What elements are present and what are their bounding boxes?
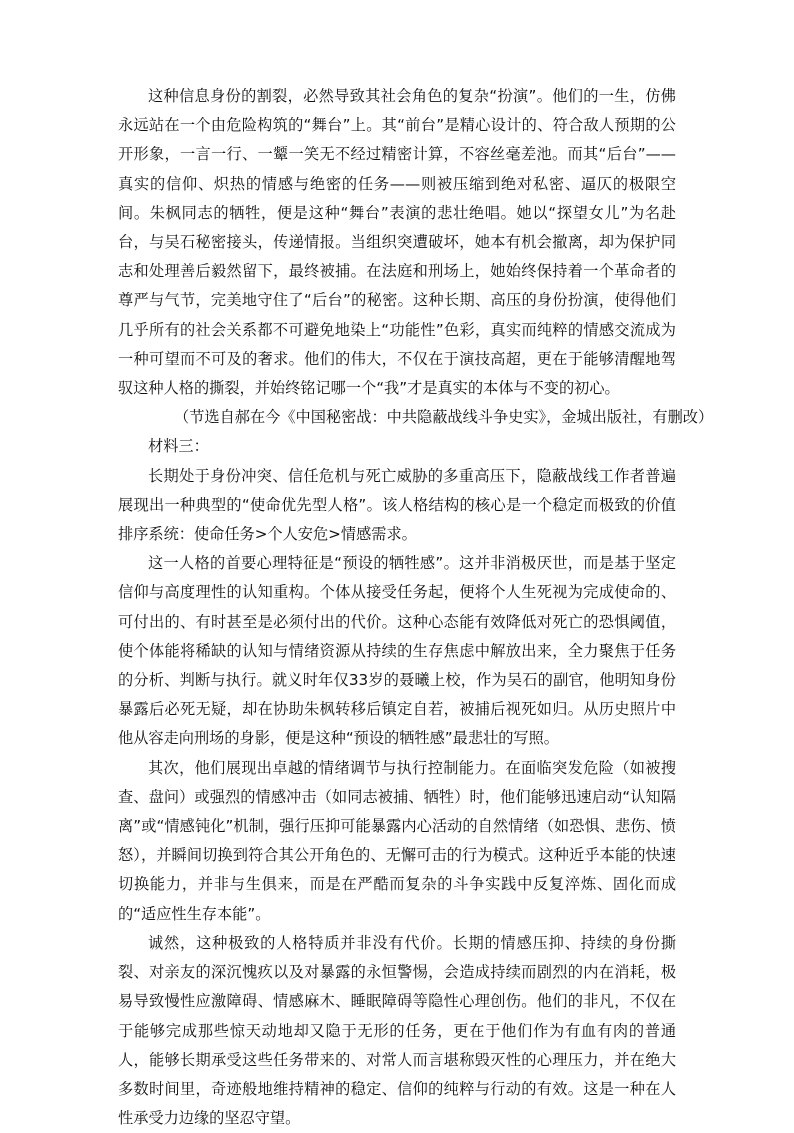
- paragraph-emotion-regulation: 其次，他们展现出卓越的情绪调节与执行控制能力。在面临突发危险（如被搜查、盘问）或强烈的情感冲击（如同志被捕、牺牲）时，他们能够迅速启动“认知隔离”或“情感钝化”机制，强行压抑可能暴露内心活动的自然情绪（如恐惧、悲伤、愤怒），并瞬间切换到符合其公开角色的、无懈可击的行为模式。这种近乎本能的快速切换能力，并非与生俱来，而是在严酷而复杂的斗争实践中反复淬炼、固化而成的“适应性生存本能”。: [118, 758, 676, 923]
- paragraph-presumed-sacrifice: 这一人格的首要心理特征是“预设的牺牲感”。这并非消极厌世，而是基于坚定信仰与高度理性的认知重构。个体从接受任务起，便将个人生死视为完成使命的、可付出的、有时甚至是必须付出的代价。这种心态能有效降低对死亡的恐惧阈值，使个体能将稀缺的认知与情绪资源从持续的生存焦虑中解放出来，全力聚焦于任务的分析、判断与执行。就义时年仅33岁的聂曦上校，作为吴石的副官，他明知身份暴露后必死无疑，却在协助朱枫转移后镇定自若，被捕后视死如归。从历史照片中他从容走向刑场的身影，便是这种“预设的牺牲感”最悲壮的写照。: [118, 554, 676, 748]
- paragraph-psychological-cost: 诚然，这种极致的人格特质并非没有代价。长期的情感压抑、持续的身份撕裂、对亲友的深沉愧疚以及对暴露的永恒警惕，会造成持续而剧烈的内在消耗，极易导致慢性应激障碍、情感麻木、睡眠障碍等隐性心理创伤。他们的非凡，不仅在于能够完成那些惊天动地却又隐于无形的任务，更在于他们作为有血有肉的普通人，能够长期承受这些任务带来的、对常人而言堪称毁灭性的心理压力，并在绝大多数时间里，奇迹般地维持精神的稳定、信仰的纯粹与行动的有效。这是一种在人性承受力边缘的坚忍守望。: [118, 933, 676, 1128]
- material-three-heading: 材料三：: [148, 437, 209, 456]
- document-page: [118, 82, 714, 1133]
- paragraph-mission-first-personality: 长期处于身份冲突、信任危机与死亡威胁的多重高压下，隐蔽战线工作者普遍展现出一种典型的“使命优先型人格”。该人格结构的核心是一个稳定而极致的价值排序系统：使命任务>个人安危>情感需求。: [118, 466, 676, 544]
- paragraph-identity-performance: 这种信息身份的割裂，必然导致其社会角色的复杂“扮演”。他们的一生，仿佛永远站在一个由危险构筑的“舞台”上。其“前台”是精心设计的、符合敌人预期的公开形象，一言一行、一颦一笑无不经过精密计算，不容丝毫差池。而其“后台”——真实的信仰、炽热的情感与绝密的任务——则被压缩到绝对私密、逼仄的极限空间。朱枫同志的牺牲，便是这种“舞台”表演的悲壮绝唱。她以“探望女儿”为名赴台，与吴石秘密接头，传递情报。当组织突遭破坏，她本有机会撤离，却为保护同志和处理善后毅然留下，最终被捕。在法庭和刑场上，她始终保持着一个革命者的尊严与气节，完美地守住了“后台”的秘密。这种长期、高压的身份扮演，使得他们几乎所有的社会关系都不可避免地染上“功能性”色彩，真实而纯粹的情感交流成为一种可望而不可及的奢求。他们的伟大，不仅在于演技高超，更在于能够清醒地驾驭这种人格的撕裂，并始终铭记哪一个“我”才是真实的本体与不变的初心。: [118, 87, 676, 398]
- source-citation: （节选自郝在今《中国秘密战：中共隐蔽战线斗争史实》，金城出版社，有删改）: [174, 408, 714, 427]
